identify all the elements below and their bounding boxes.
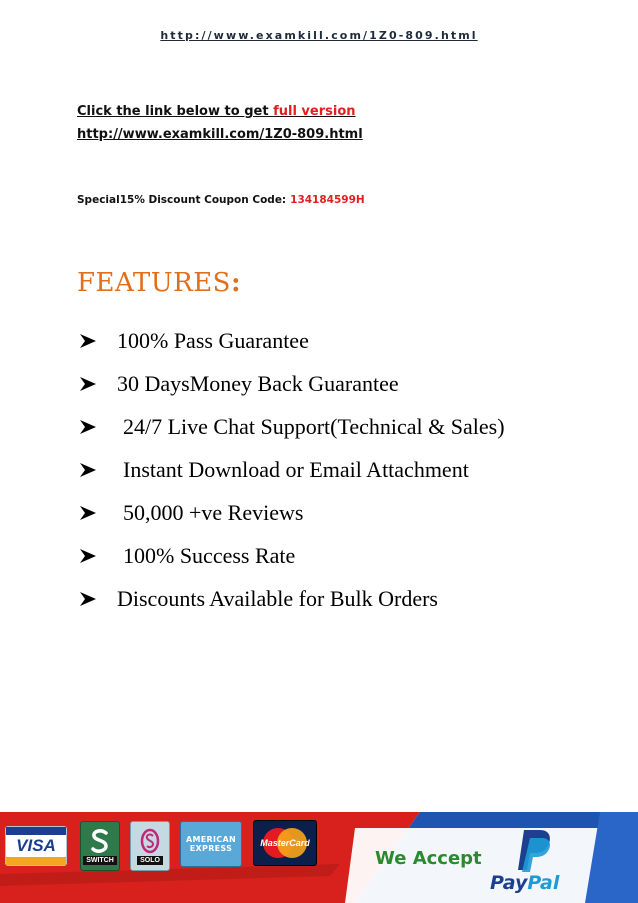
feature-text: 100% Success Rate [123, 542, 296, 568]
arrow-bullet-icon [79, 591, 117, 607]
paypal-wordmark [490, 872, 559, 894]
switch-s-icon [89, 828, 111, 854]
arrow-bullet-icon [79, 376, 117, 392]
paypal-pay: Pay [490, 872, 528, 894]
paypal-pal: Pal [527, 872, 560, 894]
coupon-label: Special15% Discount Coupon Code: [77, 194, 287, 206]
coupon-line [77, 194, 365, 206]
features-title [77, 268, 241, 298]
amex-line1: AMERICAN [186, 835, 236, 844]
amex-line2: EXPRESS [189, 844, 233, 853]
features-title-colon: : [231, 268, 242, 298]
visa-label: VISA [16, 836, 56, 855]
feature-text: 100% Pass Guarantee [117, 327, 309, 353]
arrow-bullet-icon [79, 419, 117, 435]
arrow-bullet-icon [79, 462, 117, 478]
list-item [79, 405, 505, 448]
promo-url-link[interactable]: http://www.examkill.com/1Z0-809.html [77, 127, 363, 142]
feature-text: Instant Download or Email Attachment [123, 456, 469, 482]
list-item [79, 319, 505, 362]
mastercard-label: MasterCard [260, 838, 310, 848]
list-item [79, 577, 505, 620]
amex-card-logo [180, 821, 242, 867]
full-version-link[interactable]: full version [273, 104, 356, 119]
arrow-bullet-icon [79, 505, 117, 521]
promo-line-1[interactable] [77, 104, 356, 119]
we-accept-text: We Accept [375, 848, 482, 869]
feature-text: Discounts Available for Bulk Orders [117, 585, 438, 611]
solo-label: SOLO [137, 856, 163, 865]
solo-s-icon [139, 828, 161, 854]
arrow-bullet-icon [79, 548, 117, 564]
list-item [79, 491, 505, 534]
feature-list [79, 319, 505, 620]
solo-card-logo [130, 821, 170, 871]
mastercard-logo [253, 820, 317, 866]
feature-text: 24/7 Live Chat Support(Technical & Sales) [123, 413, 505, 439]
paypal-p-icon [510, 826, 558, 874]
switch-label: SWITCH [83, 856, 117, 865]
switch-card-logo [80, 821, 120, 871]
list-item [79, 448, 505, 491]
feature-text: 50,000 +ve Reviews [123, 499, 304, 525]
visa-card-logo [5, 826, 67, 866]
arrow-bullet-icon [79, 333, 117, 349]
feature-text: 30 DaysMoney Back Guarantee [117, 370, 399, 396]
list-item [79, 534, 505, 577]
header-url-link[interactable]: http://www.examkill.com/1Z0-809.html [160, 29, 478, 42]
promo-prefix: Click the link below to get [77, 104, 269, 119]
list-item [79, 362, 505, 405]
features-title-text: FEATURES [77, 268, 231, 298]
coupon-code: 134184599H [290, 194, 365, 206]
